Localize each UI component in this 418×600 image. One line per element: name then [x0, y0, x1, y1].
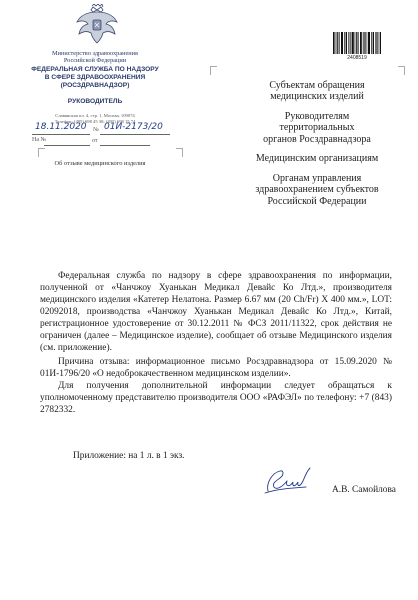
signer-name: А.В. Самойлова — [332, 485, 396, 495]
addressee-line: Субъектам обращения — [269, 80, 365, 91]
addressee — [232, 111, 402, 145]
reference-from-label: от — [92, 138, 98, 144]
handwritten-outgoing-number: 01И-2173/20 — [104, 122, 163, 132]
phone-line: Телефон: (495) 698 45 38; (495) 698 15 74 — [54, 119, 136, 124]
letter-subject: Об отзыве медицинского изделия — [54, 160, 146, 167]
addressee — [232, 80, 402, 103]
addressee-list — [232, 80, 402, 215]
addressee-corner-left — [210, 66, 217, 75]
addressee-line: органов Росздравнадзора — [263, 133, 371, 145]
body-paragraph: Для получения дополнительной информации следует обращаться к уполномоченному представителю производителя ООО «РАФЭЛ» по телефону: +7 (843) 2782332. — [40, 381, 392, 415]
head-title: РУКОВОДИТЕЛЬ — [67, 98, 123, 105]
addressee-line: медицинских изделий — [270, 91, 364, 103]
subject-corner-right — [176, 148, 183, 157]
addressee-line: Медицинским организациям — [255, 153, 379, 165]
agency-name — [30, 66, 160, 90]
ministry-name — [30, 50, 160, 64]
ministry-line: Российской Федерации — [63, 57, 127, 64]
ministry-line: Министерство здравоохранения — [52, 50, 138, 57]
reference-number-underline — [44, 145, 90, 146]
agency-line: (РОСЗДРАВНАДЗОР) — [60, 82, 130, 89]
barcode-number: 2408519 — [347, 55, 367, 61]
attachment-note: Приложение: на 1 л. в 1 экз. — [73, 451, 185, 461]
number-label: № — [93, 127, 99, 133]
addressee-line: территориальных — [279, 122, 355, 134]
body-paragraph: Федеральная служба по надзору в сфере здравоохранения по информации, полученной от «Чанчжоу Хуанькан Медикал Девайс Ко Лтд.», производителя медицинского изделия «Катетер Нелатона. Размер 6.67 мм (20 Ch/Fr) X 400 мм.», LOT: 02092018, производства «Чанчжоу Хуанькан Медикал Девайс Ко Лтд.», Китай, регистрационное удостоверение от 30.12.2011 № ФСЗ 2011/11322, срок действия не ограничен (далее – Медицинское изделие), сообщает об отзыве Медицинского изделия (см. приложение). — [40, 271, 392, 353]
date-underline — [32, 134, 90, 135]
addressee-line: Российской Федерации — [267, 195, 367, 207]
reference-label: На № — [32, 137, 47, 143]
addressee-line: Органам управления — [272, 173, 362, 184]
handwritten-date: 18.11.2020 — [35, 122, 87, 132]
addressee-corner-right — [398, 66, 405, 75]
body-paragraph: Причина отзыва: информационное письмо Росздравнадзора от 15.09.2020 № 01И-1796/20 «О недоброкачественном медицинском изделии». — [40, 357, 392, 379]
address-line: Славянская пл. 4, стр. 1, Москва, 109074 — [55, 113, 135, 118]
coat-of-arms-emblem — [73, 4, 121, 46]
subject-corner-left — [38, 148, 45, 157]
addressee — [232, 173, 402, 207]
number-underline — [100, 134, 170, 135]
reference-date-underline — [100, 145, 150, 146]
registration-row — [32, 124, 182, 136]
handwritten-signature — [262, 465, 318, 497]
addressee — [232, 153, 402, 164]
addressee-line: здравоохранением субъектов — [255, 184, 379, 196]
agency-line: ФЕДЕРАЛЬНАЯ СЛУЖБА ПО НАДЗОРУ — [31, 66, 159, 73]
barcode — [333, 32, 381, 54]
agency-line: В СФЕРЕ ЗДРАВООХРАНЕНИЯ — [44, 74, 146, 81]
letter-body — [40, 270, 392, 416]
addressee-line: Руководителям — [284, 111, 350, 122]
reference-row — [32, 137, 182, 147]
